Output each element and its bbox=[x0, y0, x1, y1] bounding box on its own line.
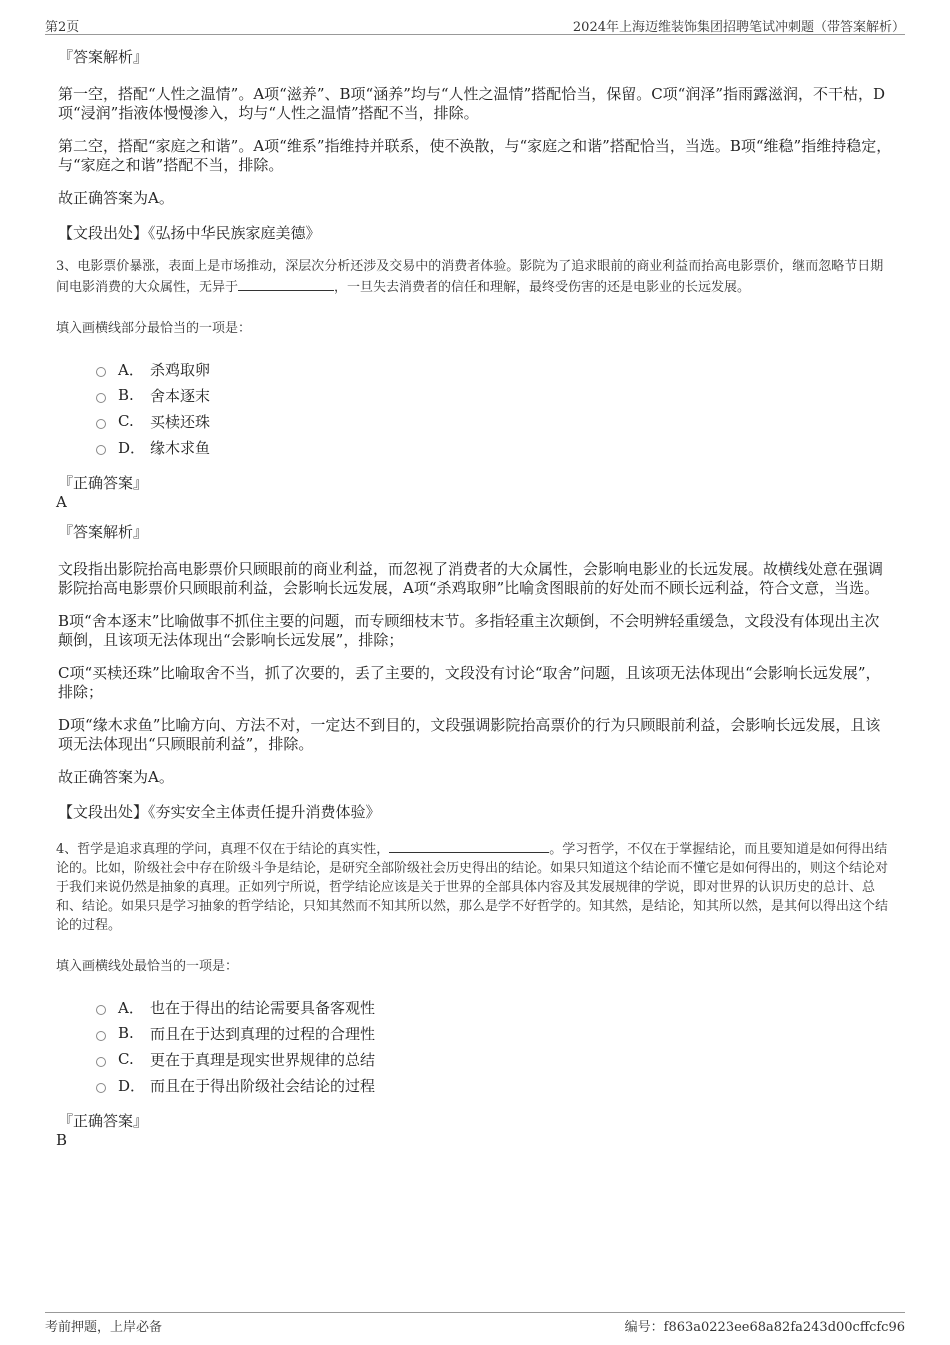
analysis-label: 『答案解析』 bbox=[58, 523, 149, 541]
correct-answer-label: 『正确答案』 bbox=[58, 1112, 149, 1130]
option-d[interactable]: D． 而且在于得出阶级社会结论的过程 bbox=[96, 1072, 894, 1098]
analysis-label: 『答案解析』 bbox=[58, 48, 149, 66]
question-4-stem: 4、哲学是追求真理的学问，真理不仅在于结论的真实性， 。学习哲学，不仅在于掌握结论，而且要知道是如何得出结论的。比如，阶级社会中存在阶级斗争是结论，是研究全部阶级社会历史得出的结论。如果只知道这个结论而不懂它是如何得出的，则这个结论对于我们来说仍然是抽象的真理。正如列宁所说，哲学结论应该是关于世界的全部具体内容及其发展规律的学说，即对世界的认识历史的总计、总和、结论。如果只是学习抽象的哲学结论，只知其然而不知其所以然，那么是学不好哲学的。知其然，是结论，知其所以然，是其何以得出这个结论的过程。 bbox=[56, 838, 894, 935]
option-c[interactable]: C. 买椟还珠 bbox=[96, 408, 894, 434]
question-3-stem: 3、电影票价暴涨，表面上是市场推动，深层次分析还涉及交易中的消费者体验。影院为了追求眼前的商业利益而抬高电影票价，继而忽略节日期间电影消费的大众属性，无异于 ，一旦失去消费者的信任和理解，最终受伤害的还是电影业的长远发展。 bbox=[56, 259, 884, 295]
radio-icon[interactable] bbox=[96, 445, 106, 455]
radio-icon[interactable] bbox=[96, 1057, 106, 1067]
analysis-paragraph: 文段指出影院抬高电影票价只顾眼前的商业利益，而忽视了消费者的大众属性，会影响电影业的长远发展。故横线处意在强调影院抬高电影票价只顾眼前利益，会影响长远发展，A项“杀鸡取卵”比喻贪图眼前的好处而不顾长远利益，符合文意，当选。 bbox=[58, 560, 884, 597]
fill-blank bbox=[389, 838, 549, 853]
option-a[interactable]: A． 也在于得出的结论需要具备客观性 bbox=[96, 994, 894, 1020]
option-a[interactable]: A． 杀鸡取卵 bbox=[96, 356, 894, 382]
analysis-paragraph: C项“买椟还珠”比喻取舍不当，抓了次要的，丢了主要的，文段没有讨论“取舍”问题，且该项无法体现出“会影响长远发展”，排除； bbox=[58, 664, 881, 701]
radio-icon[interactable] bbox=[96, 419, 106, 429]
page-number: 第2页 bbox=[45, 20, 80, 35]
correct-answer: B bbox=[56, 1131, 68, 1149]
option-d[interactable]: D． 缘木求鱼 bbox=[96, 434, 894, 460]
source-citation: 【文段出处】《弘扬中华民族家庭美德》 bbox=[58, 224, 321, 242]
question-4-options bbox=[96, 994, 894, 1098]
option-c[interactable]: C. 更在于真理是现实世界规律的总结 bbox=[96, 1046, 894, 1072]
radio-icon[interactable] bbox=[96, 1031, 106, 1041]
radio-icon[interactable] bbox=[96, 393, 106, 403]
page-footer bbox=[45, 1312, 905, 1333]
conclusion: 故正确答案为A。 bbox=[58, 189, 174, 207]
analysis-paragraph: B项“舍本逐末”比喻做事不抓住主要的问题，而专顾细枝末节。多指轻重主次颠倒，不会明辨轻重缓急，文段没有体现出主次颠倒，且该项无法体现出“会影响长远发展”，排除； bbox=[58, 612, 880, 649]
question-4-prompt: 填入画横线处最恰当的一项是： bbox=[56, 959, 239, 974]
analysis-paragraph: D项“缘木求鱼”比喻方向、方法不对，一定达不到目的，文段强调影院抬高票价的行为只顾眼前利益，会影响长远发展，且该项无法体现出“只顾眼前利益”，排除。 bbox=[58, 716, 881, 753]
analysis-paragraph: 第一空，搭配“人性之温情”。A项“滋养”、B项“涵养”均与“人性之温情”搭配恰当，保留。C项“润泽”指雨露滋润，不干枯，D项“浸润”指液体慢慢渗入，均与“人性之温情”搭配不当，排除。 bbox=[58, 85, 886, 122]
radio-icon[interactable] bbox=[96, 1083, 106, 1093]
question-3-prompt: 填入画横线部分最恰当的一项是： bbox=[56, 321, 252, 336]
source-citation: 【文段出处】《夯实安全主体责任提升消费体验》 bbox=[58, 803, 381, 821]
radio-icon[interactable] bbox=[96, 367, 106, 377]
document-id: 编号：f863a0223ee68a82fa243d00cffcfc96 bbox=[624, 1320, 905, 1335]
document-title: 2024年上海迈维装饰集团招聘笔试冲刺题（带答案解析） bbox=[572, 20, 905, 35]
question-3-options bbox=[96, 356, 894, 460]
correct-answer: A bbox=[56, 493, 67, 511]
option-b[interactable]: B. 而且在于达到真理的过程的合理性 bbox=[96, 1020, 894, 1046]
option-b[interactable]: B. 舍本逐末 bbox=[96, 382, 894, 408]
analysis-paragraph: 第二空，搭配“家庭之和谐”。A项“维系”指维持并联系，使不涣散，与“家庭之和谐”搭配恰当，当选。B项“维稳”指维持稳定，与“家庭之和谐”搭配不当，排除。 bbox=[58, 137, 892, 174]
page-content bbox=[56, 44, 894, 1159]
conclusion: 故正确答案为A。 bbox=[58, 768, 174, 786]
page-header bbox=[45, 14, 905, 35]
correct-answer-label: 『正确答案』 bbox=[58, 474, 149, 492]
footer-slogan: 考前押题，上岸必备 bbox=[45, 1320, 163, 1335]
radio-icon[interactable] bbox=[96, 1005, 106, 1015]
fill-blank bbox=[238, 276, 334, 291]
